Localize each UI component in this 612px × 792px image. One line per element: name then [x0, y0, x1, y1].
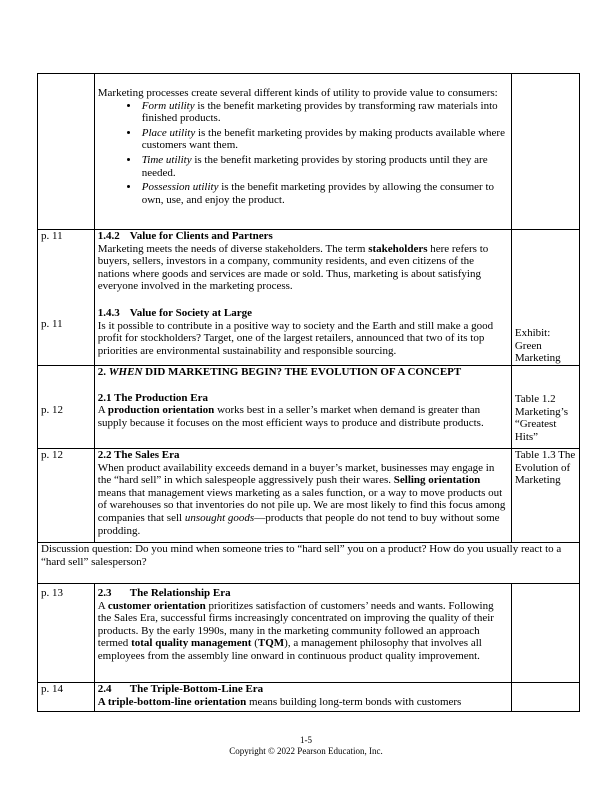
section-number: 2.3: [97, 587, 112, 599]
resource-ref: Exhibit: Green Marketing: [514, 327, 561, 365]
content-cell: [94, 584, 511, 683]
resource-cell: [511, 74, 579, 230]
lecture-outline-table: [37, 73, 580, 712]
discussion-cell: [38, 543, 580, 584]
section-heading: [98, 230, 508, 243]
utility-text: is the benefit marketing provides by allowing the consumer to own, use, and enjoy the product.: [141, 181, 495, 206]
utility-text: is the benefit marketing provides by making products available where customers want them.: [141, 126, 505, 152]
paragraph: When product availability exceeds demand in a buyer’s market, businesses may engage in the “hard sell” in which salespeople aggressively push their wares. Selling orientation means that management views marketing as a sales function, or a way to move products out of warehouses so that inventories do not pile up. We are most likely to find this focus among companies that sell unsought goods—products that people do not tend to buy without some prodding.: [97, 461, 506, 537]
key-term: Selling orientation: [393, 474, 481, 487]
section-title: The Triple-Bottom-Line Era: [129, 683, 264, 695]
section-heading: 2.2 The Sales Era: [97, 449, 180, 461]
section-title: The Relationship Era: [129, 587, 231, 599]
table-row: [38, 449, 580, 543]
copyright: Copyright © 2022 Pearson Education, Inc.: [229, 746, 383, 756]
list-item: [140, 127, 508, 152]
list-item: [140, 154, 508, 179]
paragraph: A customer orientation prioritizes satisfaction of customers’ needs and wants. Following the Sales Era, successful firms increasingly concentrated on improving the quality of their products. By the early 1990s, many in the marketing community followed an approach termed total quality management (TQM), a management philosophy that involves all employees from the assembly line onward in continuous product quality improvement.: [97, 599, 494, 662]
utility-text: is the benefit marketing provides by storing products until they are needed.: [141, 153, 488, 179]
key-term: TQM: [257, 637, 285, 650]
utility-term: Form utility: [141, 99, 195, 112]
resource-cell: [511, 366, 579, 449]
page-ref: p. 14: [41, 683, 63, 695]
key-term: total quality management: [131, 637, 252, 650]
key-term: customer orientation: [107, 599, 206, 612]
content-cell: [94, 74, 511, 230]
paragraph: A triple-bottom-line orientation means building long-term bonds with customers: [97, 695, 462, 708]
table-row: [38, 683, 580, 712]
page-ref-cell: [38, 366, 95, 449]
utility-term: Time utility: [141, 153, 192, 166]
key-term: production orientation: [107, 404, 215, 417]
utility-intro: Marketing processes create several different kinds of utility to provide value to consumers:: [97, 87, 498, 99]
table-row: [38, 584, 580, 683]
page-ref: p. 11: [41, 230, 63, 242]
section-title: Value for Clients and Partners: [129, 230, 273, 242]
key-term: A triple-bottom-line orientation: [97, 695, 247, 708]
table-row: [38, 230, 580, 366]
section-number: 1.4.3: [97, 306, 120, 319]
content-cell: [94, 230, 511, 366]
page-ref-cell: [38, 683, 95, 712]
page-ref-cell: [38, 230, 95, 366]
page-ref: p. 12: [41, 449, 63, 461]
page-ref-cell: [38, 74, 95, 230]
section-heading: 2. WHEN DID MARKETING BEGIN? THE EVOLUTION OF A CONCEPT: [97, 366, 462, 378]
paragraph: Is it possible to contribute in a positive way to society and the Earth and still make a good profit for stockholders? Target, one of the largest retailers, announced that two of its top priorities are environmental sustainability and responsible sourcing.: [97, 319, 494, 357]
table-row: [38, 543, 580, 584]
page-ref: p. 13: [41, 587, 63, 599]
content-cell: [94, 366, 511, 449]
utility-text: is the benefit marketing provides by transforming raw materials into finished products.: [141, 99, 498, 125]
page-ref: p. 12: [41, 404, 63, 416]
subsection-heading: 2.1 The Production Era: [97, 391, 208, 404]
key-term: stakeholders: [368, 242, 428, 255]
page-ref-cell: [38, 449, 95, 543]
section-title: Value for Society at Large: [129, 306, 252, 319]
section-heading: [98, 683, 508, 696]
paragraph: A production orientation works best in a seller’s market when demand is greater than supply because it focuses on the most efficient ways to produce and distribute products.: [97, 404, 484, 429]
utility-term: Possession utility: [141, 181, 219, 194]
resource-ref: Table 1.3 The Evolution of Marketing: [514, 449, 576, 487]
utility-term: Place utility: [141, 126, 196, 139]
page-ref: p. 11: [41, 317, 63, 330]
paragraph: Marketing meets the needs of diverse stakeholders. The term stakeholders here refers to buyers, sellers, investors in a company, community residents, and even citizens of the nations where goods and services are made or sold. Thus, marketing is about satisfying everyone involved in the marketing process.: [97, 242, 489, 293]
section-number: 1.4.2: [97, 230, 120, 242]
key-term: unsought goods: [184, 511, 255, 524]
discussion-question: Discussion question: Do you mind when someone tries to “hard sell” you on a product? How do you usually react to a “hard sell” salesperson?: [41, 543, 562, 568]
section-number: 2.4: [97, 683, 112, 695]
resource-ref: Table 1.2 Marketing’s “Greatest Hits”: [514, 393, 569, 443]
resource-cell: [511, 449, 579, 543]
table-row: [38, 366, 580, 449]
section-heading: [98, 587, 508, 600]
page-number: 1-5: [300, 735, 312, 745]
table-row: [38, 74, 580, 230]
page-ref-cell: [38, 584, 95, 683]
list-item: [140, 100, 508, 125]
resource-cell: [511, 584, 579, 683]
resource-cell: [511, 683, 579, 712]
utility-list: [98, 100, 508, 207]
section-heading: [98, 307, 508, 320]
content-cell: [94, 683, 511, 712]
resource-cell: [511, 230, 579, 366]
content-cell: [94, 449, 511, 543]
list-item: [140, 181, 508, 206]
